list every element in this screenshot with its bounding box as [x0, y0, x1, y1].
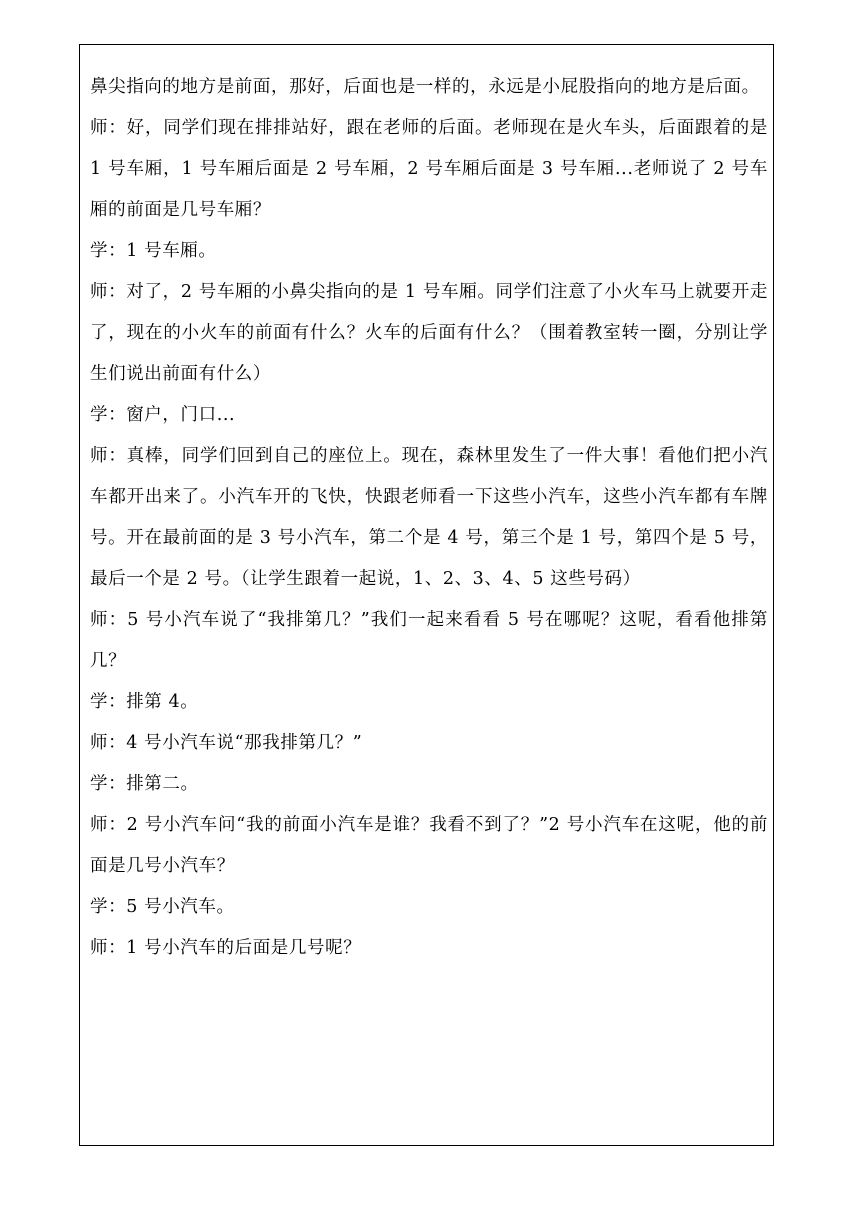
paragraph: 师：5 号小汽车说了“我排第几？”我们一起来看看 5 号在哪呢？这呢，看看他排第几？	[90, 610, 768, 671]
paragraph: 鼻尖指向的地方是前面，那好，后面也是一样的，永远是小屁股指向的地方是后面。	[90, 77, 760, 97]
paragraph: 学：5 号小汽车。	[90, 897, 235, 917]
paragraph: 师：对了，2 号车厢的小鼻尖指向的是 1 号车厢。同学们注意了小火车马上就要开走了，现在的小火车的前面有什么？火车的后面有什么？（围着教室转一圈，分别让学生们说出前面有什么）	[90, 282, 768, 384]
table-cell	[79, 44, 774, 1146]
paragraph: 学：窗户，门口...	[90, 405, 236, 425]
paragraph: 师：真棒，同学们回到自己的座位上。现在，森林里发生了一件大事！看他们把小汽车都开出来了。小汽车开的飞快，快跟老师看一下这些小汽车，这些小汽车都有车牌号。开在最前面的是 3 号小汽车，第二个是 4 号，第三个是 1 号，第四个是 5 号，最后一个是 2 号。（让学生跟着一起说，1、2、3、4、5 这些号码）	[90, 446, 768, 589]
lesson-transcript	[90, 67, 768, 969]
paragraph: 师：好，同学们现在排排站好，跟在老师的后面。老师现在是火车头，后面跟着的是 1 号车厢，1 号车厢后面是 2 号车厢，2 号车厢后面是 3 号车厢...老师说了 2 号车厢的前面是几号车厢？	[90, 118, 768, 220]
paragraph: 学：排第 4。	[90, 692, 199, 712]
paragraph: 师：2 号小汽车问“我的前面小汽车是谁？我看不到了？”2 号小汽车在这呢，他的前面是几号小汽车？	[90, 815, 768, 876]
paragraph: 学：排第二。	[90, 774, 199, 794]
paragraph: 师：4 号小汽车说“那我排第几？”	[90, 733, 363, 753]
paragraph: 学：1 号车厢。	[90, 241, 217, 261]
paragraph: 师：1 号小汽车的后面是几号呢？	[90, 938, 362, 958]
